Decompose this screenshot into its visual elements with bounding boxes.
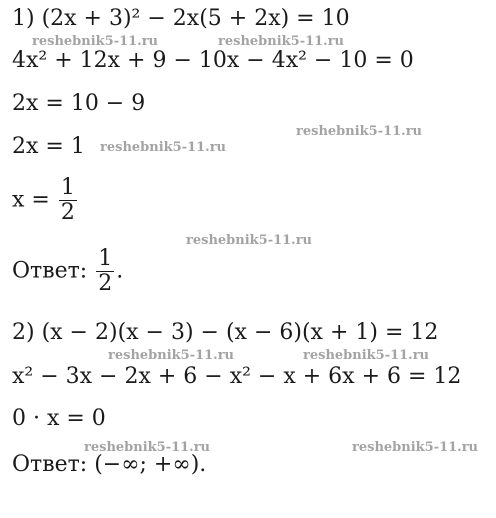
fraction-denominator: 2 — [98, 271, 113, 296]
answer-fraction — [96, 247, 114, 296]
equation-2-step-2: 0 · x = 0 — [12, 406, 106, 431]
watermark: reshebnik5-11.ru — [108, 348, 235, 363]
watermark: reshebnik5-11.ru — [100, 140, 227, 155]
equation-1-step-2: 2x = 10 − 9 — [12, 91, 146, 116]
equation-2-step-1: x² − 3x − 2x + 6 − x² − x + 6x + 6 = 12 — [12, 364, 462, 389]
watermark: reshebnik5-11.ru — [303, 348, 430, 363]
fraction-numerator: 1 — [98, 246, 113, 271]
watermark: reshebnik5-11.ru — [218, 34, 345, 49]
watermark: reshebnik5-11.ru — [352, 440, 479, 455]
equation-1: 1) (2x + 3)² − 2x(5 + 2x) = 10 — [12, 6, 350, 31]
equation-1-step-3: 2x = 1 — [12, 134, 85, 159]
equation-1-step-1: 4x² + 12x + 9 − 10x − 4x² − 10 = 0 — [12, 48, 414, 73]
equation-1-solution — [12, 176, 79, 225]
fraction-denominator: 2 — [60, 200, 75, 225]
answer-period: . — [116, 258, 124, 284]
solution-lhs: x = — [12, 187, 50, 213]
watermark: reshebnik5-11.ru — [296, 124, 423, 139]
answer-1 — [12, 247, 123, 296]
answer-label: Ответ: — [12, 258, 88, 284]
answer-2: Ответ: (−∞; +∞). — [12, 452, 207, 477]
watermark: reshebnik5-11.ru — [84, 440, 211, 455]
fraction-numerator: 1 — [60, 175, 75, 200]
watermark: reshebnik5-11.ru — [186, 233, 313, 248]
solution-fraction — [59, 176, 77, 225]
watermark: reshebnik5-11.ru — [32, 34, 159, 49]
equation-2: 2) (x − 2)(x − 3) − (x − 6)(x + 1) = 12 — [12, 320, 439, 345]
